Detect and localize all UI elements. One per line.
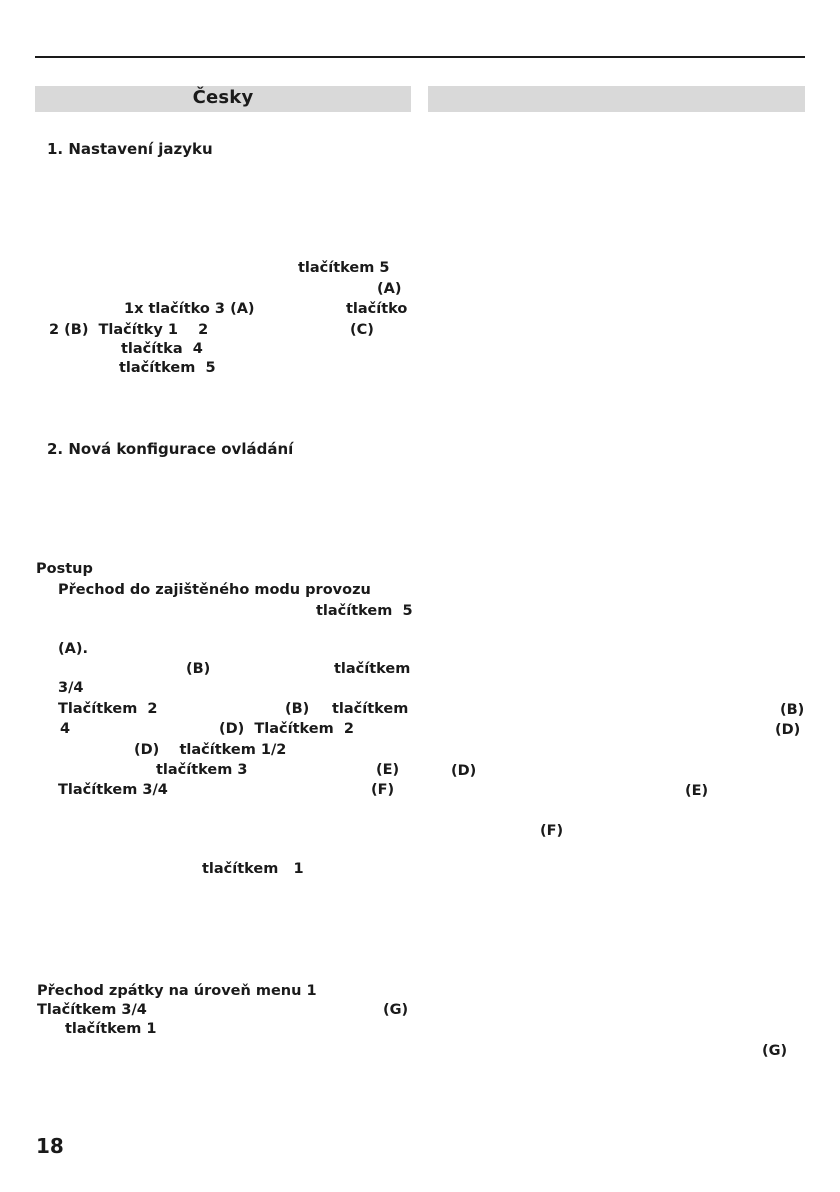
s2-text: (B) <box>285 701 310 717</box>
s2-text: (B) <box>186 661 211 677</box>
right-text: (F) <box>540 823 564 839</box>
s1-text: (A) <box>377 281 402 297</box>
s2-text: (A). <box>58 641 88 657</box>
s1-text: tlačítkem 5 <box>119 360 216 376</box>
s1-text: tlačítko <box>346 301 408 317</box>
s1-text: 2 (B) Tlačítky 1 2 <box>49 322 209 338</box>
language-banner <box>35 86 411 112</box>
s2-text: (F) <box>371 782 395 798</box>
s2-text: 3/4 <box>58 680 84 696</box>
s2-text: tlačítkem 1 <box>202 861 304 877</box>
s2-text: tlačítkem 5 <box>316 603 413 619</box>
right-column-banner <box>428 86 805 112</box>
right-text: (D) <box>451 763 477 779</box>
top-rule <box>35 56 805 58</box>
s1-text: tlačítka 4 <box>121 341 203 357</box>
language-title: Česky <box>192 87 254 108</box>
right-text: (D) <box>775 722 801 738</box>
section2-heading: 2. Nová konfigurace ovládání <box>47 440 294 458</box>
s3-text: tlačítkem 1 <box>65 1021 157 1037</box>
right-text: (G) <box>762 1043 788 1059</box>
s2-text: (E) <box>376 762 400 778</box>
s2-text: Tlačítkem 3/4 <box>58 782 168 798</box>
s2-text: tlačítkem 3 <box>156 762 248 778</box>
s2-text: (D) tlačítkem 1/2 <box>134 742 287 758</box>
section1-heading: 1. Nastavení jazyku <box>47 140 213 158</box>
s2-text: tlačítkem <box>334 661 411 677</box>
postup-label: Postup <box>36 561 93 577</box>
s3-text: Tlačítkem 3/4 <box>37 1002 147 1018</box>
right-text: (E) <box>685 783 709 799</box>
right-text: (B) <box>780 702 805 718</box>
s1-text: tlačítkem 5 <box>298 260 390 276</box>
page-number: 18 <box>36 1134 64 1158</box>
s2-text: Tlačítkem 2 <box>58 701 158 717</box>
s3-heading: Přechod zpátky na úroveň menu 1 <box>37 983 317 999</box>
s2-subheading: Přechod do zajištěného modu provozu <box>58 582 371 598</box>
s1-text: (C) <box>350 322 374 338</box>
s2-text: tlačítkem <box>332 701 409 717</box>
s2-text: (D) Tlačítkem 2 <box>219 721 354 737</box>
s1-text: 1x tlačítko 3 (A) <box>124 301 255 317</box>
s2-text: 4 <box>60 721 71 737</box>
s3-text: (G) <box>383 1002 409 1018</box>
